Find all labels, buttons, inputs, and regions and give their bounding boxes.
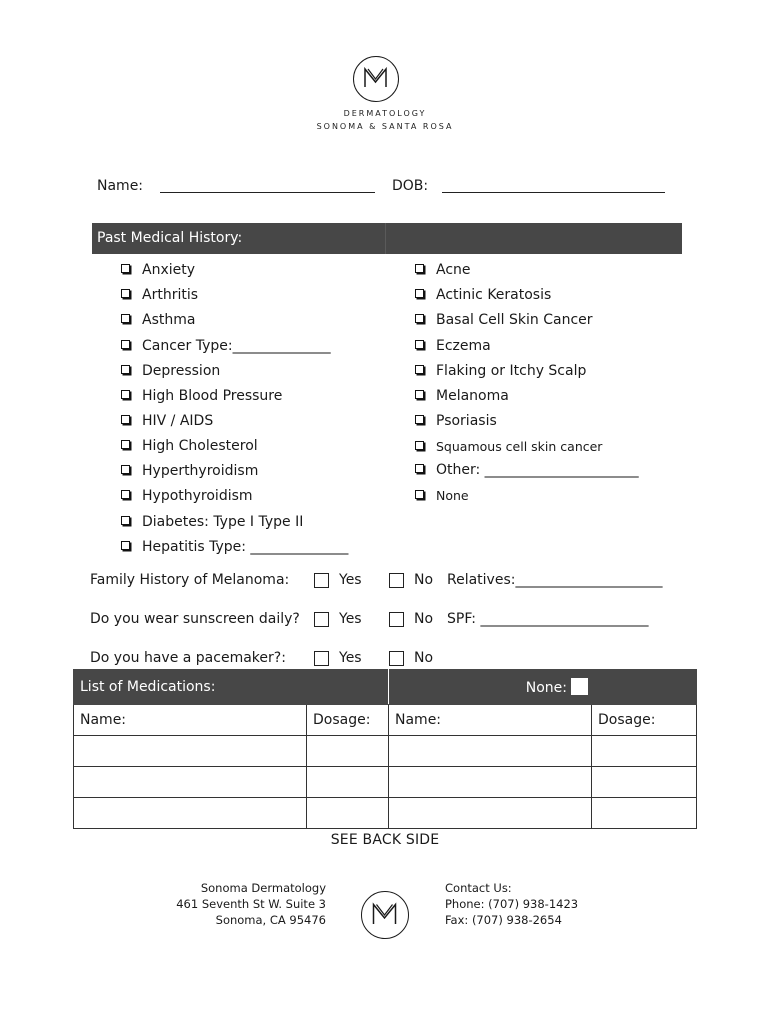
checkbox-icon[interactable] [121,365,130,374]
medication-name-cell[interactable] [389,798,592,829]
condition-label: None [436,488,469,503]
checkbox-icon[interactable] [121,490,130,499]
condition-label: Other: ______________________ [436,462,639,478]
condition-label: Acne [436,262,471,278]
sunscreen-yes-checkbox[interactable] [314,612,329,627]
condition-label: Anxiety [142,262,196,278]
condition-label: Diabetes: Type I Type II [142,514,304,530]
none-cell [389,670,592,705]
condition-label: Eczema [436,338,491,354]
condition-label: Hypothyroidism [142,488,253,504]
right-condition-item [415,439,602,454]
col-dosage-1: Dosage: [307,705,389,736]
band-divider [385,223,386,254]
left-condition-item [121,312,195,328]
medication-dosage-cell[interactable] [307,767,389,798]
medication-dosage-cell[interactable] [307,736,389,767]
col-name-1: Name: [74,705,307,736]
relatives-field[interactable]: Relatives:_____________________ [447,572,663,588]
medication-dosage-cell[interactable] [307,798,389,829]
condition-label: High Cholesterol [142,438,258,454]
contact-fax: Fax: (707) 938-2654 [445,913,562,927]
none-label: None: [525,680,567,696]
spf-field[interactable]: SPF: ________________________ [447,611,649,627]
name-label: Name: [97,178,144,194]
footer-address-line1: Sonoma Dermatology [200,881,326,895]
right-condition-item [415,262,471,278]
left-condition-item [121,463,258,479]
checkbox-icon[interactable] [121,340,130,349]
checkbox-icon[interactable] [415,464,424,473]
right-condition-item [415,363,586,379]
medication-dosage-cell[interactable] [592,736,697,767]
table-row [74,767,697,798]
pacemaker-no-label: No [414,650,434,666]
checkbox-icon[interactable] [415,415,424,424]
table-row [74,798,697,829]
right-condition-item [415,413,497,429]
right-condition-item [415,488,469,503]
medications-table [73,669,697,829]
table-row [74,736,697,767]
right-condition-item [415,338,491,354]
none-checkbox[interactable] [571,678,588,695]
checkbox-icon[interactable] [415,264,424,273]
right-condition-item [415,462,639,478]
pacemaker-question: Do you have a pacemaker?: [90,650,286,666]
family-history-no-checkbox[interactable] [389,573,404,588]
condition-label: Hepatitis Type: ______________ [142,539,349,555]
left-condition-item [121,338,331,354]
medication-name-cell[interactable] [74,736,307,767]
header-spacer [307,670,389,705]
footer-address-line2: 461 Seventh St W. Suite 3 [176,897,326,911]
condition-label: Melanoma [436,388,509,404]
checkbox-icon[interactable] [121,264,130,273]
medication-name-cell[interactable] [389,736,592,767]
right-condition-item [415,388,509,404]
table-row [74,705,697,736]
checkbox-icon[interactable] [121,390,130,399]
footer-address [176,880,326,928]
medication-name-cell[interactable] [389,767,592,798]
right-condition-item [415,287,551,303]
checkbox-icon[interactable] [121,314,130,323]
history-title: Past Medical History: [97,230,243,246]
sunscreen-no-checkbox[interactable] [389,612,404,627]
condition-label: Flaking or Itchy Scalp [436,363,587,379]
sunscreen-yes-label: Yes [339,611,362,627]
family-history-no-label: No [414,572,434,588]
condition-label: Hyperthyroidism [142,463,259,479]
left-condition-item [121,388,282,404]
condition-label: HIV / AIDS [142,413,214,429]
checkbox-icon[interactable] [415,390,424,399]
footer-address-line3: Sonoma, CA 95476 [215,913,326,927]
sunscreen-no-label: No [414,611,434,627]
family-history-yes-label: Yes [339,572,362,588]
sunscreen-question: Do you wear sunscreen daily? [90,611,300,627]
checkbox-icon[interactable] [415,490,424,499]
medications-header-row [74,670,697,705]
name-field[interactable] [160,192,375,193]
family-history-question: Family History of Melanoma: [90,572,290,588]
medication-name-cell[interactable] [74,798,307,829]
left-condition-item [121,488,253,504]
condition-label: High Blood Pressure [142,388,283,404]
logo-icon [353,56,399,102]
brand-location: SONOMA & SANTA ROSA [316,122,454,131]
checkbox-icon[interactable] [121,415,130,424]
checkbox-icon[interactable] [121,516,130,525]
col-dosage-2: Dosage: [592,705,697,736]
contact-phone: Phone: (707) 938-1423 [445,897,579,911]
pacemaker-yes-checkbox[interactable] [314,651,329,666]
dob-field[interactable] [442,192,665,193]
condition-label: Asthma [142,312,196,328]
checkbox-icon[interactable] [121,541,130,550]
header-end [592,670,697,705]
history-header [92,223,682,254]
condition-label: Psoriasis [436,413,497,429]
pacemaker-yes-label: Yes [339,650,362,666]
left-condition-item [121,539,348,555]
checkbox-icon[interactable] [415,441,424,450]
condition-label: Basal Cell Skin Cancer [436,312,593,328]
left-condition-item [121,514,303,530]
family-history-yes-checkbox[interactable] [314,573,329,588]
condition-label: Arthritis [142,287,199,303]
left-condition-item [121,262,195,278]
checkbox-icon[interactable] [415,340,424,349]
left-condition-item [121,287,198,303]
see-back-note: SEE BACK SIDE [330,832,440,848]
checkbox-icon[interactable] [121,289,130,298]
checkbox-icon[interactable] [415,365,424,374]
checkbox-icon[interactable] [121,465,130,474]
condition-label: Cancer Type:______________ [142,338,331,354]
pacemaker-no-checkbox[interactable] [389,651,404,666]
condition-label: Squamous cell skin cancer [436,439,603,454]
condition-label: Actinic Keratosis [436,287,552,303]
col-name-2: Name: [389,705,592,736]
checkbox-icon[interactable] [121,440,130,449]
left-condition-item [121,363,220,379]
right-condition-item [415,312,593,328]
left-condition-item [121,413,213,429]
condition-label: Depression [142,363,221,379]
brand-name: DERMATOLOGY [343,109,427,118]
medication-dosage-cell[interactable] [592,767,697,798]
left-condition-item [121,438,258,454]
dob-label: DOB: [392,178,429,194]
medication-dosage-cell[interactable] [592,798,697,829]
footer-contact [445,880,578,928]
contact-title: Contact Us: [445,881,512,895]
footer-logo-icon [361,891,409,939]
checkbox-icon[interactable] [415,314,424,323]
medications-title: List of Medications: [74,670,307,705]
checkbox-icon[interactable] [415,289,424,298]
medication-name-cell[interactable] [74,767,307,798]
